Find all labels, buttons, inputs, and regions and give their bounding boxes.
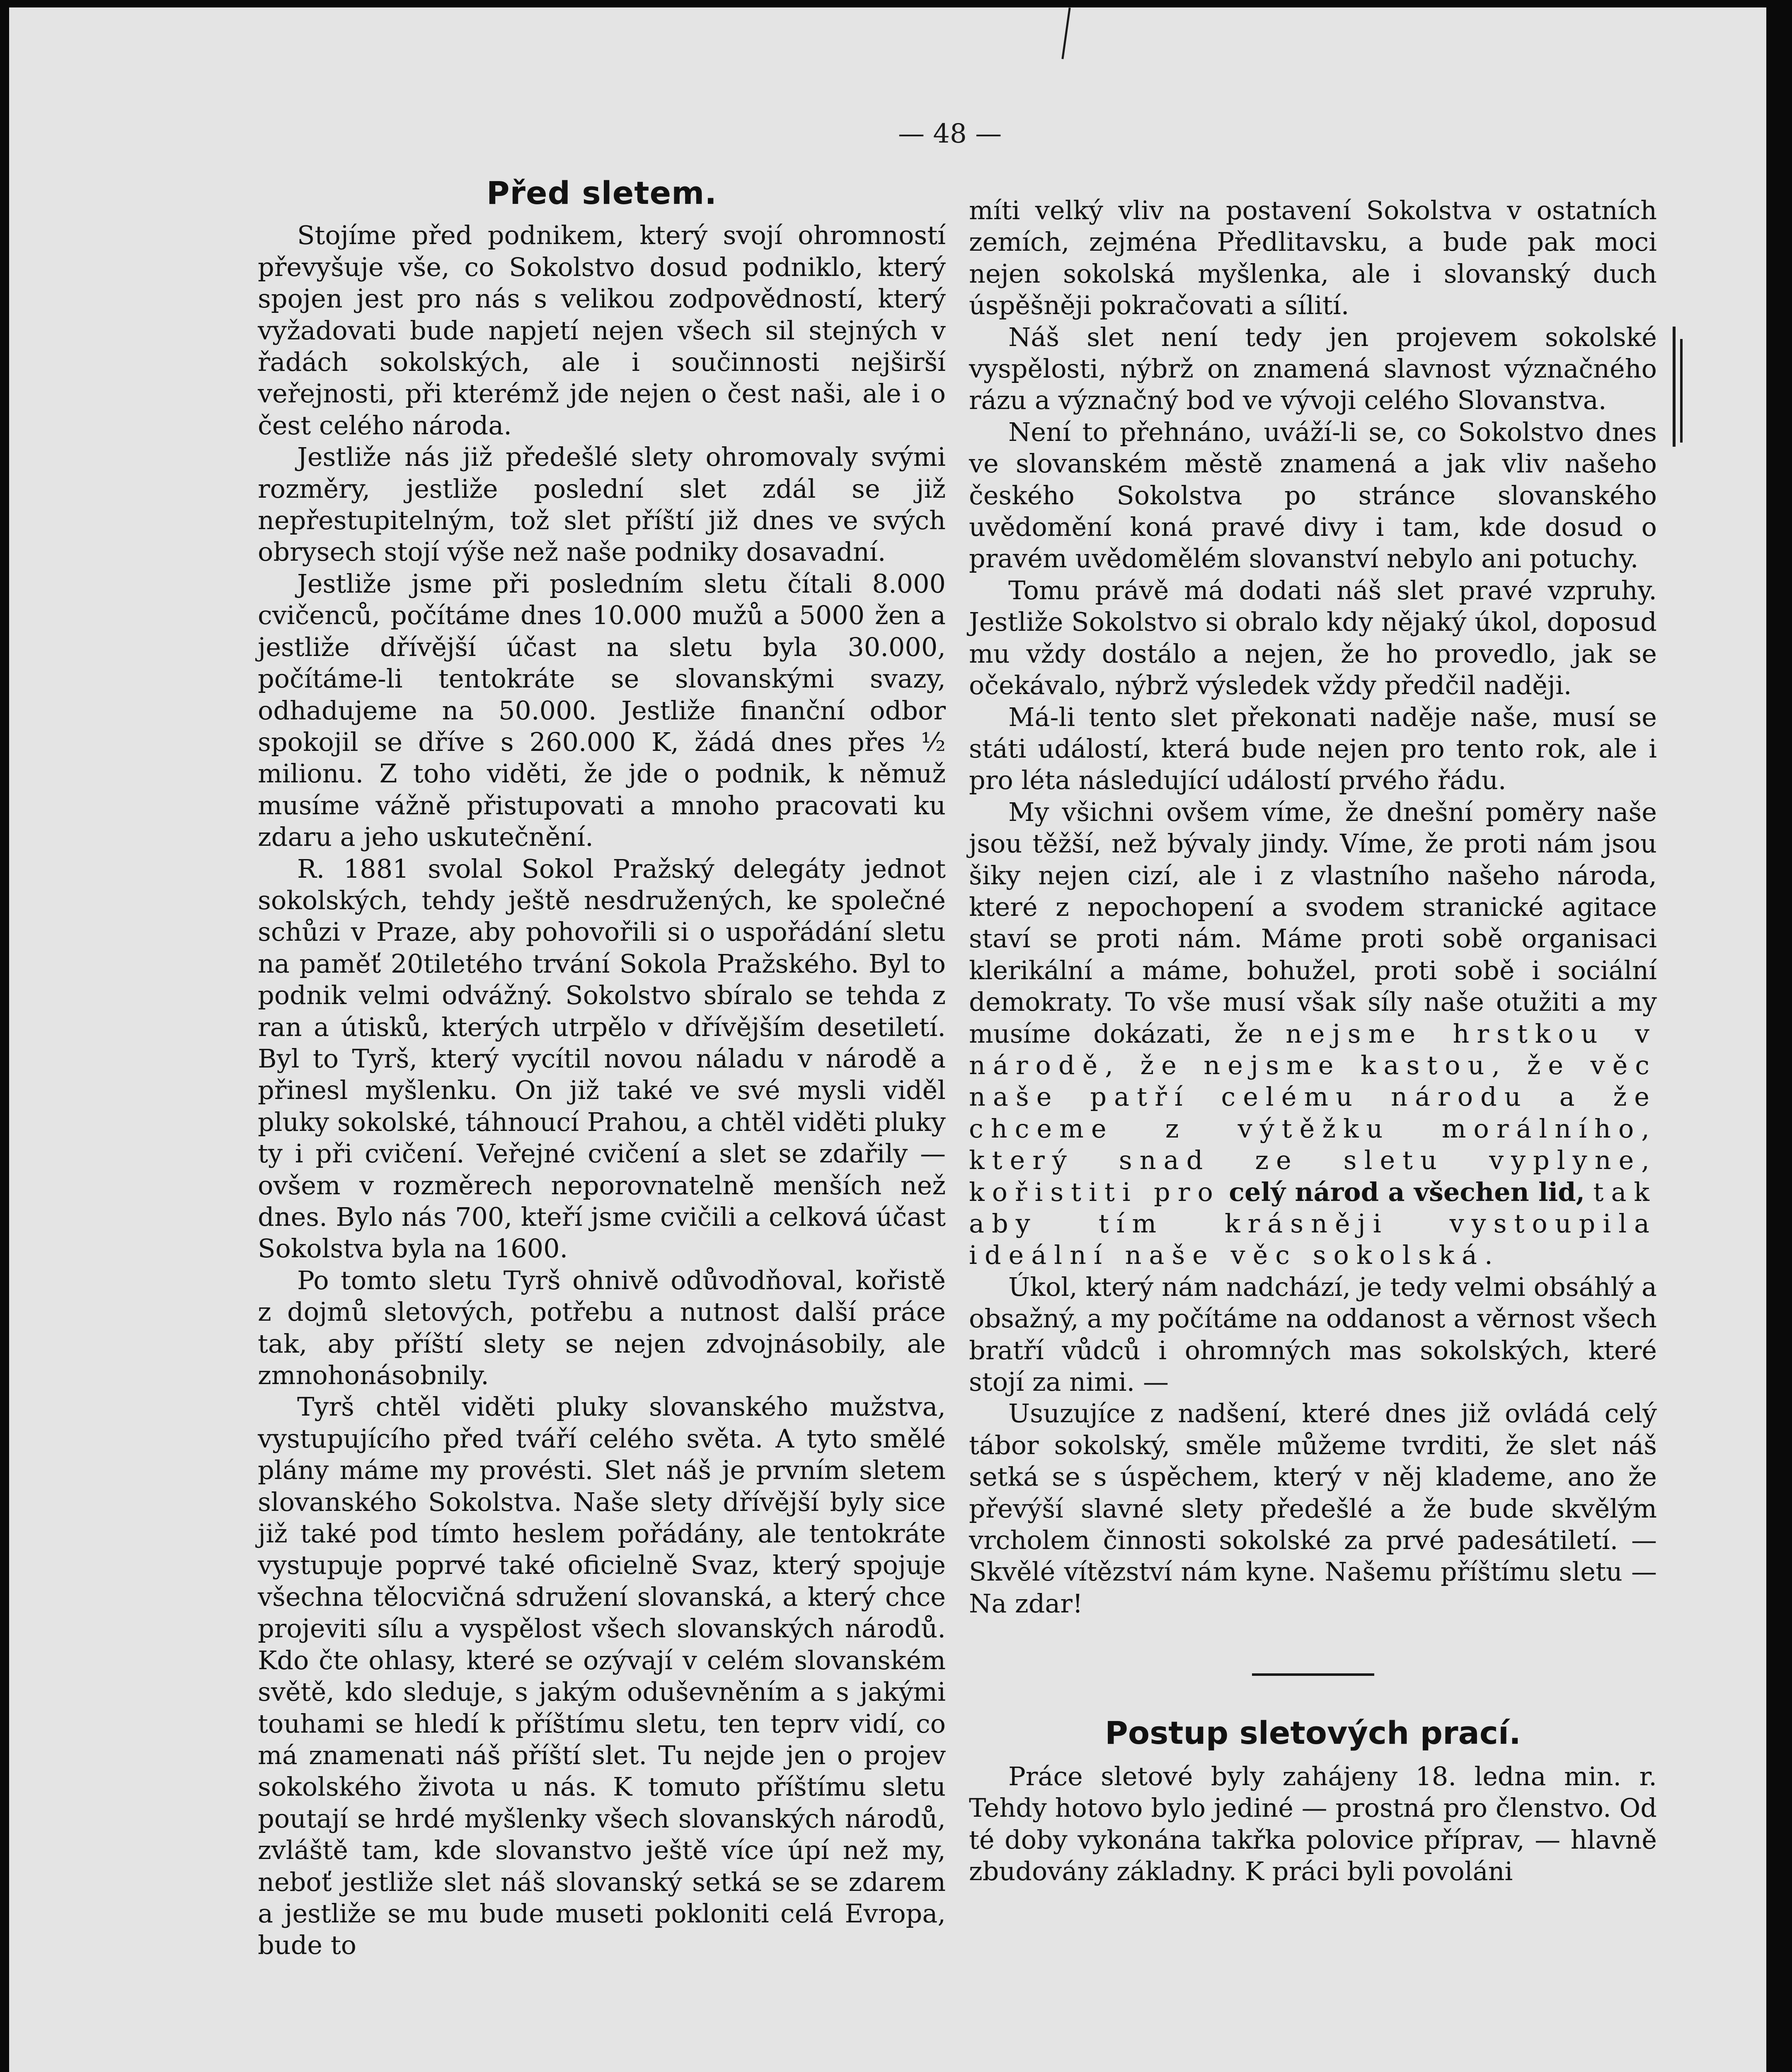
paragraph: Po tomto sletu Tyrš ohnivě odůvodňoval, kořistě z dojmů sletových, potřebu a nutnost další práce tak, aby příští slety se nejen zdvojnásobily, ale zmnohonásobnily.	[258, 1265, 946, 1391]
paragraph: Není to přehnáno, uváží-li se, co Sokolstvo dnes ve slovanském městě znamená a jak vliv našeho českého Sokolstva po stránce slovanského uvědomění koná pravé divy i tam, kde dosud o pravém uvědomělém slovanství nebylo ani potuchy.	[969, 416, 1657, 574]
paragraph: Jestliže jsme při posledním sletu čítali 8.000 cvičenců, počítáme dnes 10.000 mužů a 5000 žen a jestliže dřívější účast na sletu byla 30.000, počítáme-li tentokráte se slovanskými svazy, odhadujeme na 50.000. Jestliže finanční odbor spokojil se dříve s 260.000 K, žádá dnes přes ½ milionu. Z toho viděti, že jde o podnik, k němuž musíme vážně přistupovati a mnoho pracovati ku zdaru a jeho uskutečnění.	[258, 568, 946, 852]
paragraph: Usuzujíce z nadšení, které dnes již ovládá celý tábor sokolský, směle můžeme tvrditi, že slet náš setká se s úspěchem, který v něj klademe, ano že převýší slavné slety předešlé a že bude skvělým vrcholem činnosti sokolské za prvé padesátiletí. — Skvělé vítězství nám kyne. Našemu příštímu sletu — Na zdar!	[969, 1398, 1657, 1619]
spaced-emphasis: tak aby tím krásněji vystoupila ideální naše věc sokolská.	[969, 1176, 1657, 1271]
paragraph: Má-li tento slet překonati naděje naše, musí se státi událostí, která bude nejen pro tento rok, ale i pro léta následující událostí prvého řádu.	[969, 702, 1657, 796]
paragraph: Tomu právě má dodati náš slet pravé vzpruhy. Jestliže Sokolstvo si obralo kdy nějaký úkol, doposud mu vždy dostálo a nejen, že ho provedlo, jak se očekávalo, nýbrž výsledek vždy předčil naději.	[969, 575, 1657, 701]
scanned-page	[9, 7, 1766, 2072]
paragraph: Úkol, který nám nadchází, je tedy velmi obsáhlý a obsažný, a my počítáme na oddanost a věrnost všech bratří vůdců i ohromných mas sokolských, které stojí za nimi. —	[969, 1271, 1657, 1397]
paragraph-text: My všichni ovšem víme, že dnešní poměry naše jsou těžší, než bývaly jindy. Víme, že proti nám jsou šiky nejen cizí, ale i z vlastního našeho národa, které z nepochopení a svodem stranické agitace staví se proti nám. Máme proti sobě organisaci klerikální a máme, bohužel, proti sobě i sociální demokraty. To vše musí však síly naše otužiti a my musíme dokázati, že	[969, 796, 1657, 1049]
right-column	[969, 195, 1657, 1887]
margin-pencil-mark	[1673, 327, 1676, 447]
section-title: Postup sletových prací.	[1105, 1714, 1521, 1752]
paragraph: R. 1881 svolal Sokol Pražský delegáty jednot sokolských, tehdy ještě nesdružených, ke společné schůzi v Praze, aby pohovořili si o uspořádání sletu na paměť 20tiletého trvání Sokola Pražského. Byl to podnik velmi odvážný. Sokolstvo sbíralo se tehda z ran a útisků, kterých utrpělo v dřívějším desetiletí. Byl to Tyrš, který vycítil novou náladu v národě a přinesl myšlenku. On již také ve své mysli viděl pluky sokolské, táhnoucí Prahou, a chtěl viděti pluky ty i při cvičení. Veřejné cvičení a slet se zdařily — ovšem v rozměrech neporovnatelně menších než dnes. Bylo nás 700, kteří jsme cvičili a celková účast Sokolstva byla na 1600.	[258, 853, 946, 1264]
page-number: — 48 —	[898, 119, 1002, 149]
paragraph: Jestliže nás již předešlé slety ohromovaly svými rozměry, jestliže poslední slet zdál se již nepřestupitelným, tož slet příští již dnes ve svých obrysech stojí výše než naše podniky dosavadní.	[258, 442, 946, 567]
bold-emphasis: celý národ a všechen lid,	[1229, 1176, 1585, 1207]
spaced-emphasis: nejsme hrstkou v národě, že nejsme kastou, že věc naše patří celému národu a že chceme z výtěžku morálního, který snad ze sletu vyplyne, kořistiti pro	[969, 1018, 1657, 1207]
section-divider	[1252, 1673, 1374, 1676]
paragraph: Tyrš chtěl viděti pluky slovanského mužstva, vystupujícího před tváří celého světa. A tyto smělé plány máme my provésti. Slet náš je prvním sletem slovanského Sokolstva. Naše slety dřívější byly sice již také pod tímto heslem pořádány, ale tentokráte vystupuje poprvé také oficielně Svaz, který spojuje všechna tělocvičná sdružení slovanská, a který chce projeviti sílu a vyspělost všech slovanských národů. Kdo čte ohlasy, které se ozývají v celém slovanském světě, kdo sleduje, s jakým oduševněním a s jakými touhami se hledí k příštímu sletu, ten teprv vidí, co má znamenati náš příští slet. Tu nejde jen o projev sokolského života u nás. K tomuto příštímu sletu poutají se hrdé myšlenky všech slovanských národů, zvláště tam, kde slovanstvo ještě více úpí než my, neboť jestliže slet náš slovanský setká se se zdarem a jestliže se mu bude museti pokloniti celá Evropa, bude to	[258, 1392, 946, 1961]
left-column	[258, 174, 946, 1961]
margin-pencil-mark	[1680, 339, 1683, 443]
paragraph: Stojíme před podnikem, který svojí ohromností převyšuje vše, co Sokolstvo dosud podniklo, který spojen jest pro nás s velikou zodpovědností, který vyžadovati bude napjetí nejen všech sil stejných v řadách sokolských, ale i součinnosti nejširší veřejnosti, při kterémž jde nejen o čest naši, ale i o čest celého národa.	[258, 220, 946, 441]
paragraph: Práce sletové byly zahájeny 18. ledna min. r. Tehdy hotovo bylo jediné — prostná pro členstvo. Od té doby vykonána takřka polovice příprav, — hlavně zbudovány základny. K práci byli povoláni	[969, 1761, 1657, 1886]
paragraph-emphasis	[969, 796, 1657, 1271]
paragraph: Náš slet není tedy jen projevem sokolské vyspělosti, nýbrž on znamená slavnost význačného rázu a význačný bod ve vývoji celého Slovanstva.	[969, 322, 1657, 416]
article-title: Před sletem.	[486, 174, 717, 211]
paragraph-continued: míti velký vliv na postavení Sokolstva v ostatních zemích, zejména Předlitavsku, a bude pak moci nejen sokolská myšlenka, ale i slovanský duch úspěšněji pokračovati a sílití.	[969, 195, 1657, 321]
top-pencil-mark	[1061, 7, 1070, 59]
